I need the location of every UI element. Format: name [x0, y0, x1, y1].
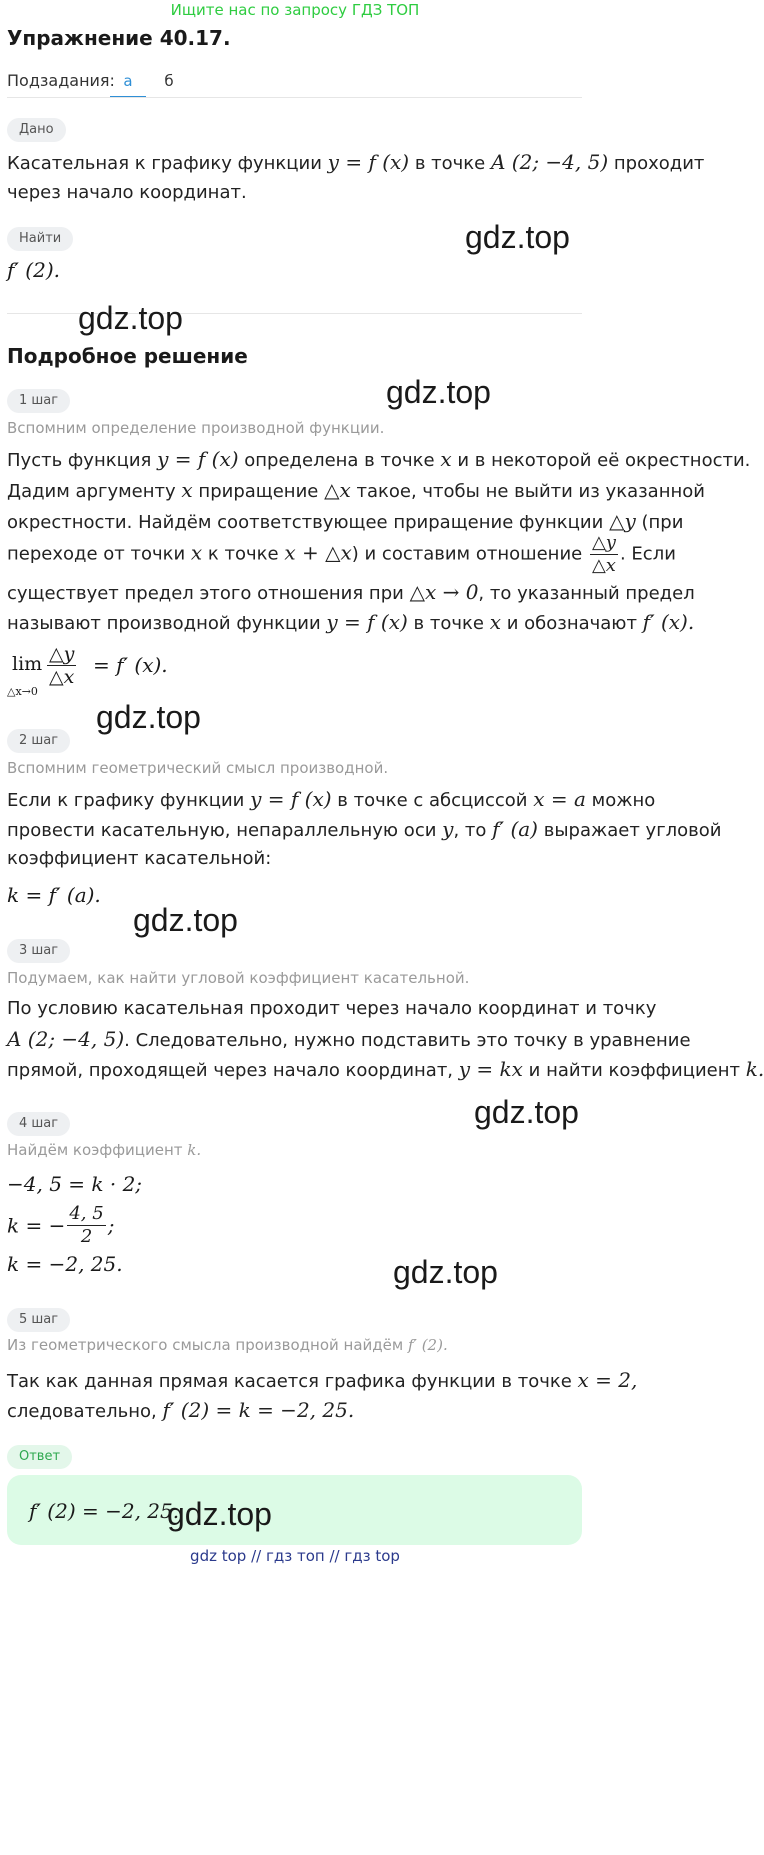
given-text-2: в точке: [414, 153, 486, 174]
text: существует предел этого отношения при: [7, 583, 404, 604]
text: такое, чтобы не выйти из указанной: [356, 481, 705, 502]
tab-b[interactable]: [154, 64, 184, 98]
step-3-line-3: [7, 1055, 764, 1085]
tab-b-label: б: [164, 72, 174, 90]
footer-link-gdz-top-mixed[interactable]: гдз top: [344, 1547, 400, 1565]
step-4-eq-1: −4, 5 = k · 2;: [7, 1172, 143, 1196]
math: y = f (x): [157, 447, 239, 471]
step-3-line-2: [7, 1025, 691, 1055]
step-2-formula: k = f′ (a).: [7, 883, 101, 907]
numerator: △y: [591, 532, 616, 553]
answer-box: [7, 1475, 582, 1545]
text: определена в точке: [244, 450, 435, 471]
fraction: [67, 1203, 105, 1248]
math: x: [181, 478, 193, 502]
text: Найдём коэффициент: [7, 1141, 183, 1159]
math: k = −: [7, 1213, 66, 1238]
given-math-2: A (2; −4, 5): [490, 150, 609, 174]
numerator: 4, 5: [69, 1203, 104, 1224]
math: x + △x: [284, 540, 352, 565]
denominator: 2: [80, 1226, 93, 1247]
text: можно: [591, 790, 656, 811]
footer-link-gdz-top[interactable]: gdz top: [190, 1547, 247, 1565]
given-badge: Дано: [7, 118, 66, 142]
math: ;: [107, 1213, 115, 1238]
text: следовательно,: [7, 1401, 157, 1422]
step-1-line-5: [7, 578, 695, 608]
text: Дадим аргументу: [7, 481, 176, 502]
text: к точке: [207, 543, 279, 565]
text: в точке: [413, 613, 484, 634]
step-2-line-1: [7, 785, 655, 815]
math: f′ (x).: [642, 610, 695, 634]
step-5-note: [7, 1336, 448, 1354]
step-1-note: Вспомним определение производной функции.: [7, 419, 385, 437]
math: y = f (x): [326, 610, 408, 634]
math: A (2; −4, 5): [7, 1027, 125, 1051]
math: f′ (2) = k = −2, 25.: [162, 1398, 355, 1422]
step-4-eq-3: k = −2, 25.: [7, 1252, 123, 1276]
step-1-line-6: [7, 608, 694, 638]
given-line-2: через начало координат.: [7, 182, 247, 203]
math: x: [440, 447, 452, 471]
math: △x → 0: [409, 580, 479, 604]
math: f′ (2).: [407, 1336, 448, 1354]
step-1-limit: [7, 643, 207, 703]
lim-rhs: = f′ (x).: [93, 653, 168, 677]
watermark: gdz.top: [465, 219, 570, 255]
page-title: Упражнение 40.17.: [7, 26, 231, 50]
step-1-badge: 1 шаг: [7, 389, 70, 413]
watermark: gdz.top: [133, 902, 238, 938]
step-4-note: [7, 1141, 201, 1159]
find-badge: Найти: [7, 227, 73, 251]
top-banner[interactable]: Ищите нас по запросу ГДЗ ТОП: [170, 1, 420, 19]
given-text-1: Касательная к графику функции: [7, 153, 322, 174]
step-4-badge: 4 шаг: [7, 1112, 70, 1136]
step-3-note: Подумаем, как найти угловой коэффициент касательной.: [7, 969, 470, 987]
watermark: gdz.top: [167, 1496, 272, 1532]
text: провести касательную, непараллельную оси: [7, 820, 437, 841]
step-1-line-4: [7, 532, 676, 577]
watermark: gdz.top: [474, 1094, 579, 1130]
math: f′ (a): [492, 817, 538, 841]
text: приращение: [198, 481, 319, 502]
watermark: gdz.top: [386, 374, 491, 410]
text: и обозначают: [506, 613, 637, 634]
lim-fraction: [47, 643, 76, 688]
text: называют производной функции: [7, 613, 321, 634]
math: y: [442, 817, 454, 841]
text: , то: [453, 820, 487, 841]
step-5-line-1: [7, 1366, 637, 1396]
subtasks-label: Подзадания:: [7, 71, 115, 90]
tabs-divider: [7, 97, 582, 98]
text: Из геометрического смысла производной найдём: [7, 1336, 404, 1354]
answer-math: f′ (2) = −2, 25.: [29, 1499, 180, 1523]
math: △y: [609, 509, 636, 533]
given-math-1: y = f (x): [327, 150, 410, 174]
footer-separator: //: [329, 1547, 340, 1565]
step-1-line-1: [7, 445, 750, 475]
text: Так как данная прямая касается графика функции в точке: [7, 1371, 572, 1392]
math: k.: [187, 1141, 202, 1159]
math: y = f (x): [250, 787, 332, 811]
text: Если к графику функции: [7, 790, 245, 811]
text: Пусть функция: [7, 450, 152, 471]
lim-subscript: △x→0: [7, 685, 38, 698]
step-2-line-3: коэффициент касательной:: [7, 848, 272, 869]
math: x: [190, 540, 203, 565]
text: (при: [641, 512, 684, 533]
footer-separator: //: [251, 1547, 262, 1565]
step-5-line-2: [7, 1396, 354, 1426]
text: в точке с абсциссой: [337, 790, 528, 811]
step-2-badge: 2 шаг: [7, 729, 70, 753]
footer-link-gdz-top-ru[interactable]: гдз топ: [265, 1547, 325, 1565]
watermark: gdz.top: [96, 699, 201, 735]
text: и найти коэффициент: [528, 1060, 741, 1081]
math: y = kx: [458, 1057, 523, 1081]
math: x = 2,: [577, 1368, 638, 1392]
denominator: △x: [49, 666, 75, 688]
solution-title: Подробное решение: [7, 344, 248, 368]
text: и в некоторой её окрестности.: [457, 450, 751, 471]
text: переходе от точки: [7, 543, 186, 565]
step-3-badge: 3 шаг: [7, 939, 70, 963]
answer-badge: Ответ: [7, 1445, 72, 1469]
step-2-note: Вспомним геометрический смысл производной.: [7, 759, 389, 777]
text: , то указанный предел: [478, 583, 695, 604]
lim-operator: lim: [12, 653, 43, 675]
denominator: △x: [591, 555, 616, 576]
tab-a[interactable]: [110, 64, 146, 98]
text: ) и составим отношение: [351, 543, 583, 565]
math: △x: [324, 478, 351, 502]
footer-links: [0, 1546, 590, 1566]
fraction: [590, 532, 618, 577]
step-3-line-1: По условию касательная проходит через начало координат и точку: [7, 998, 657, 1019]
text: окрестности. Найдём соответствующее приращение функции: [7, 512, 604, 533]
step-1-line-2: [7, 476, 705, 506]
step-4-eq-2: [7, 1203, 114, 1248]
text: . Если: [619, 543, 676, 565]
watermark: gdz.top: [393, 1254, 498, 1290]
numerator: △y: [49, 643, 75, 665]
step-5-badge: 5 шаг: [7, 1308, 70, 1332]
math: k.: [745, 1057, 764, 1081]
math: x: [489, 610, 501, 634]
text: . Следовательно, нужно подставить это точку в уравнение: [124, 1030, 691, 1051]
text: прямой, проходящей через начало координат,: [7, 1060, 454, 1081]
watermark: gdz.top: [78, 300, 183, 336]
tab-a-label: а: [123, 72, 133, 90]
given-line-1: [7, 148, 704, 178]
find-math: f′ (2).: [7, 258, 60, 282]
text: выражает угловой: [543, 820, 722, 841]
given-text-3: проходит: [613, 153, 705, 174]
step-2-line-2: [7, 815, 721, 845]
math: x = a: [533, 787, 586, 811]
